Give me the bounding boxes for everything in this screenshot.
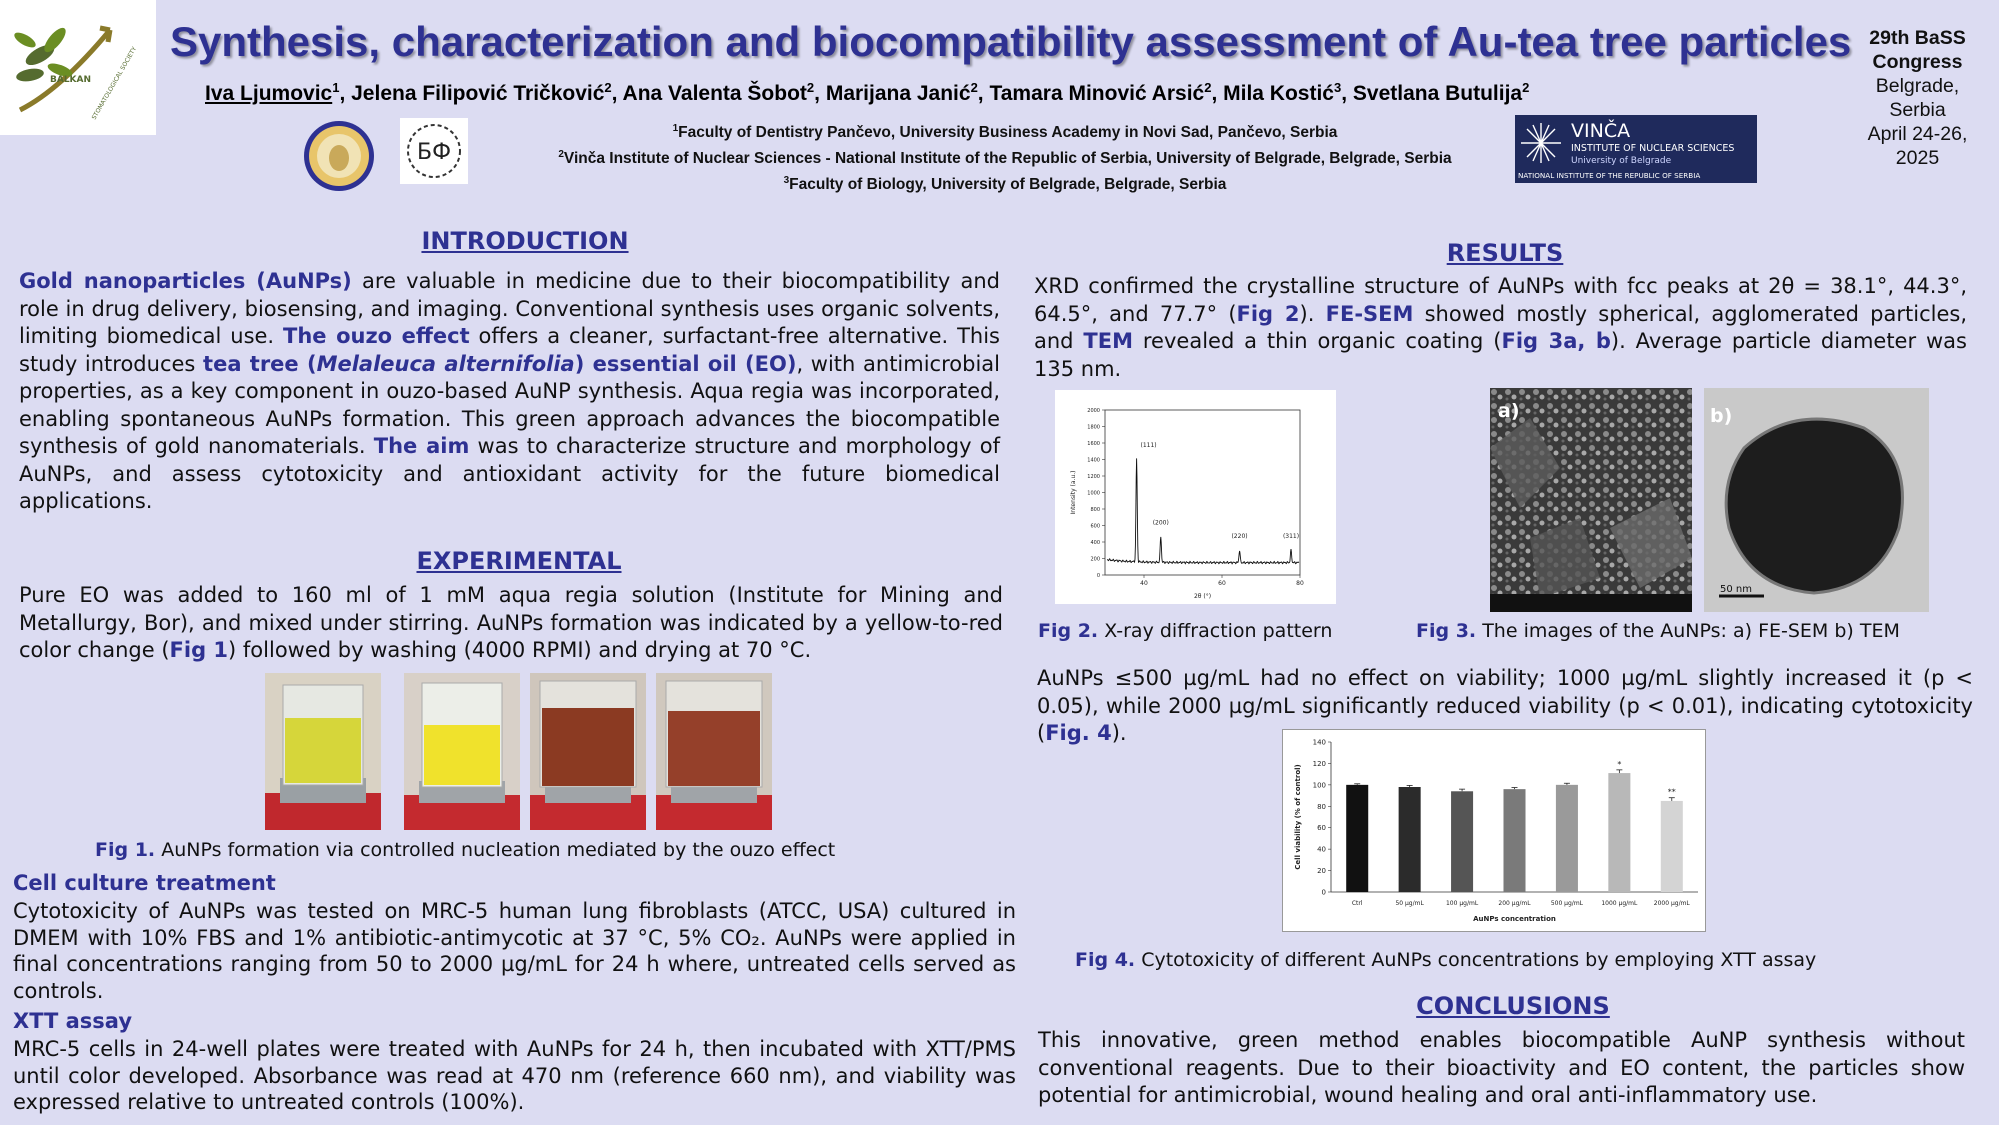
bar-significance-mark: **: [1667, 787, 1676, 797]
bar: [1556, 785, 1578, 892]
introduction-text: [19, 268, 1000, 516]
affiliation-number: 2: [558, 149, 564, 161]
poster-title: Synthesis, characterization and biocompatibility assessment of Au-tea tree particles: [170, 18, 1852, 65]
cell-culture-heading: Cell culture treatment: [13, 871, 276, 895]
xrd-ytick-label: 1800: [1087, 424, 1100, 431]
balkan-logo-text: BALKAN: [50, 75, 92, 85]
conclusions-text: This innovative, green method enables biocompatible AuNP synthesis without conventional reagents. Due to their bioactivity and EO content, the particles show potential for antimicrobial, wound healing and oral anti-inflammatory use.: [1038, 1028, 1965, 1107]
congress-city: Belgrade,: [1875, 75, 1960, 97]
bar-ytick-label: 20: [1317, 867, 1326, 876]
viability-text-1: AuNPs ≤500 µg/mL had no effect on viability; 1000 µg/mL slightly increased it (p < 0.05), while 2000 µg/mL significantly reduced viability (p < 0.01), indicating cytotoxicity (: [1037, 666, 1973, 745]
vinca-name: VINČA: [1571, 120, 1631, 142]
bar-category-label: 50 µg/mL: [1395, 900, 1424, 907]
affiliation-line: [500, 118, 1510, 144]
author-affiliation-number: 2: [604, 80, 612, 95]
university-seal-logo: [303, 120, 375, 192]
bar-category-label: 2000 µg/mL: [1653, 900, 1690, 907]
author-name: Ana Valenta Šobot: [622, 82, 807, 105]
intro-teatree-term: tea tree (: [203, 351, 317, 376]
affiliation-text: Faculty of Dentistry Pančevo, University Business Academy in Novi Sad, Pančevo, Serbia: [678, 124, 1338, 142]
faculty-logo-icon: [400, 118, 468, 184]
congress-dates: April 24-26,: [1867, 123, 1968, 145]
affiliation-line: [500, 144, 1510, 170]
fig3-label: Fig 3.: [1416, 620, 1477, 642]
xrd-peak-label: (200): [1152, 519, 1169, 527]
author-name: Tamara Minović Arsić: [989, 82, 1205, 105]
author-list: Iva Ljumovic$^1$, Jelena Filipović Tričković$^2$, Ana Valenta Šobot$^2$, Marijana Janić$^2$, Tamara Minović Arsić$^2$, Mila Kostić$^3$, Svetlana Butulija$^2$: [205, 80, 1530, 105]
author-affiliation-number: 1: [332, 80, 340, 95]
fig3b-tem-image: [1704, 388, 1929, 612]
bar: [1503, 789, 1525, 892]
author-name: Marijana Janić: [825, 82, 971, 105]
congress-year: 2025: [1895, 147, 1940, 169]
bar-ytick-label: 0: [1321, 888, 1326, 897]
fig3-caption-text: The images of the AuNPs: a) FE-SEM b) TEM: [1476, 620, 1900, 642]
xrd-ytick-label: 2000: [1087, 408, 1100, 414]
bar: [1661, 801, 1683, 892]
experimental-text: [19, 582, 1003, 665]
affiliation-text: Vinča Institute of Nuclear Sciences - National Institute of the Republic of Serbia, University of Belgrade, Belgrade, Serbia: [563, 150, 1452, 168]
bar-ytick-label: 100: [1312, 781, 1326, 790]
fig2-caption-text: X-ray diffraction pattern: [1098, 620, 1333, 642]
xtt-text: MRC-5 cells in 24-well plates were treated with AuNPs for 24 h, then incubated with XTT/PMS until color developed. Absorbance was read at 470 nm (reference 660 nm), and viability was expressed relative to untreated controls (100%).: [13, 1037, 1016, 1114]
vinca-line1: INSTITUTE OF NUCLEAR SCIENCES: [1571, 143, 1735, 154]
author-name: Iva Ljumovic: [205, 82, 333, 105]
bar-ytick-label: 140: [1312, 738, 1326, 747]
xrd-ytick-label: 1600: [1087, 441, 1100, 447]
author-affiliation-number: 3: [1333, 80, 1342, 95]
introduction-heading: INTRODUCTION: [421, 227, 629, 255]
fig3-ref[interactable]: Fig 3a, b: [1501, 329, 1611, 353]
results-text-5: ). Average particle diameter was 135 nm.: [1034, 329, 1967, 381]
faculty-logo-text: БФ: [416, 140, 452, 165]
author-affiliation-number: 2: [970, 80, 978, 95]
xrd-plot-frame: [1105, 410, 1300, 575]
bar-category-label: Ctrl: [1351, 900, 1363, 907]
fig3a-tag: a): [1498, 400, 1520, 422]
fig2-caption: [1038, 620, 1332, 642]
intro-text-4: was to characterize structure and morphology of AuNPs, and assess cytotoxicity and antioxidant activity for the future biomedical applications.: [19, 434, 1000, 513]
vinca-line2: University of Belgrade: [1571, 156, 1672, 166]
xrd-peak-label: (311): [1282, 532, 1300, 540]
bar-x-axis-label: AuNPs concentration: [1473, 915, 1556, 923]
tem-term: TEM: [1083, 329, 1133, 353]
bar-ytick-label: 60: [1317, 824, 1326, 833]
fig4-caption-text: Cytotoxicity of different AuNPs concentrations by employing XTT assay: [1135, 949, 1817, 971]
congress-country: Serbia: [1889, 99, 1946, 121]
seal-icon: [303, 120, 375, 192]
results-text-3: showed mostly spherical, agglomerated particles, and: [1034, 301, 1967, 353]
results-text-1: XRD confirmed the crystalline structure of AuNPs with fcc peaks at 2θ = 38.1°, 44.3°, 64.5°, and 77.7° (: [1034, 274, 1967, 326]
bar: [1451, 791, 1473, 892]
author-affiliation-number: 2: [806, 80, 815, 95]
intro-eo-term: ) essential oil (EO): [574, 351, 797, 376]
balkan-society-logo: [0, 0, 156, 135]
affiliation-number: 1: [672, 123, 679, 134]
xrd-ytick-label: 0: [1096, 573, 1100, 579]
intro-text-2: offers a cleaner, surfactant-free alternative. This study introduces: [19, 324, 1000, 376]
bar-ytick-label: 120: [1312, 759, 1326, 768]
vinca-line3: NATIONAL INSTITUTE OF THE REPUBLIC OF SERBIA: [1518, 171, 1701, 180]
xrd-xtick-label: 80: [1296, 580, 1304, 587]
bar-category-label: 1000 µg/mL: [1601, 900, 1638, 907]
xrd-ytick-label: 600: [1090, 523, 1100, 530]
cell-culture-text: Cytotoxicity of AuNPs was tested on MRC-5 human lung fibroblasts (ATCC, USA) cultured in DMEM with 10% FBS and 1% antibiotic-antimycotic at 37 °C, 5% CO₂. AuNPs were applied in final concentrations ranging from 50 to 2000 µg/mL for 24 h where, untreated cells served as controls.: [13, 899, 1016, 1003]
xtt-heading: XTT assay: [13, 1009, 133, 1033]
xrd-peak-label: (220): [1231, 532, 1248, 540]
fig2-label: Fig 2.: [1038, 620, 1099, 642]
affiliation-line: [500, 170, 1510, 196]
conclusions-heading: CONCLUSIONS: [1416, 992, 1610, 1020]
bar-category-label: 100 µg/mL: [1445, 900, 1479, 907]
affiliation-number: 3: [783, 175, 790, 187]
bar-significance-mark: *: [1617, 759, 1622, 769]
fig2-ref[interactable]: Fig 2: [1236, 301, 1300, 326]
tem-scale-bar-label: 50 nm: [1720, 584, 1752, 595]
fig1-photo-3: [530, 673, 646, 830]
bar: [1399, 787, 1421, 892]
fig1-ref[interactable]: Fig 1: [169, 638, 229, 662]
fig4-caption: [1075, 949, 1816, 971]
vinca-logo: [1515, 115, 1757, 183]
xrd-x-axis-label: 2θ (°): [1193, 593, 1212, 600]
affiliation-text: Faculty of Biology, University of Belgrade, Belgrade, Serbia: [789, 176, 1227, 194]
intro-text-3: , with antimicrobial properties, as a key component in ouzo-based AuNP synthesis. Aqua regia was incorporated, enabling spontaneous AuNPs formation. This green approach advances the biocompatible synthesis of gold nanomaterials.: [19, 351, 1000, 458]
experimental-heading: EXPERIMENTAL: [416, 547, 622, 575]
xrd-peak-label: (111): [1140, 442, 1157, 450]
fig4-bar-chart: [1282, 729, 1706, 932]
bar: [1346, 785, 1368, 892]
intro-species-term: Melaleuca alternifolia: [316, 351, 575, 376]
congress-line2: Congress: [1872, 51, 1963, 73]
results-heading: RESULTS: [1446, 239, 1564, 267]
balkan-logo-icon: [0, 0, 156, 135]
vinca-logo-icon: [1515, 115, 1757, 183]
xrd-xtick-label: 40: [1140, 580, 1148, 587]
fig3-caption: [1416, 620, 1900, 642]
fig3b-tag: b): [1710, 405, 1733, 427]
fig2-xrd-chart: [1055, 390, 1336, 604]
xrd-pattern-line: [1107, 458, 1299, 563]
xrd-ytick-label: 200: [1090, 556, 1100, 563]
fig1-label: Fig 1.: [95, 839, 156, 861]
author-affiliation-number: 2: [1204, 80, 1212, 95]
author-name: Svetlana Butulija: [1352, 82, 1523, 105]
experimental-text-1: Pure EO was added to 160 ml of 1 mM aqua regia solution (Institute for Mining and Metallurgy, Bor), and mixed under stirring. AuNPs formation was indicated by a yellow-to-red color change (: [19, 583, 1003, 662]
fesem-term: FE-SEM: [1325, 301, 1414, 326]
results-text-2: ).: [1299, 301, 1326, 326]
fig3a-fesem-image: [1490, 388, 1692, 612]
fig1-photo-1: [265, 673, 381, 830]
fig4-label: Fig 4.: [1075, 949, 1136, 971]
results-text: [1034, 273, 1967, 383]
fig4-ref[interactable]: Fig. 4: [1045, 721, 1112, 745]
bar-y-axis-label: Cell viability (% of control): [1294, 764, 1302, 870]
congress-info: [1845, 26, 1990, 170]
fig1-photo-2: [404, 673, 520, 830]
fig1-caption: [95, 839, 835, 861]
affiliations: [500, 118, 1510, 196]
viability-text-2: ).: [1111, 721, 1127, 745]
balkan-logo-subtext: STOMATOLOGICAL SOCIETY: [90, 45, 139, 121]
intro-text-1: are valuable in medicine due to their biocompatibility and role in drug delivery, biosensing, and imaging. Conventional synthesis uses organic solvents, limiting biomedical use.: [19, 269, 1000, 348]
experimental-text-2: ) followed by washing (4000 RPMI) and drying at 70 °C.: [228, 638, 812, 662]
xrd-ytick-label: 1200: [1087, 474, 1100, 480]
fig1-caption-text: AuNPs formation via controlled nucleation mediated by the ouzo effect: [155, 839, 836, 861]
author-name: Jelena Filipović Tričković: [351, 82, 605, 105]
faculty-logo: [400, 118, 468, 184]
bar-category-label: 200 µg/mL: [1498, 900, 1531, 907]
xrd-ytick-label: 1000: [1087, 490, 1100, 497]
intro-aunps-term: Gold nanoparticles (AuNPs): [19, 269, 352, 293]
bar-ytick-label: 80: [1317, 802, 1326, 811]
fig1-photo-4: [656, 673, 772, 830]
xrd-ytick-label: 1400: [1087, 457, 1100, 464]
bar: [1608, 773, 1630, 892]
author-name: Mila Kostić: [1223, 82, 1334, 105]
xrd-y-axis-label: Intensity (a.u.): [1070, 470, 1077, 515]
xrd-ytick-label: 400: [1090, 540, 1100, 546]
intro-ouzo-term: The ouzo effect: [283, 324, 470, 348]
results-text-4: revealed a thin organic coating (: [1132, 329, 1502, 353]
xrd-xtick-label: 60: [1218, 580, 1226, 587]
author-affiliation-number: 2: [1522, 80, 1530, 95]
bar-ytick-label: 40: [1317, 845, 1326, 854]
xrd-ytick-label: 800: [1090, 507, 1100, 513]
bar-category-label: 500 µg/mL: [1550, 900, 1584, 907]
intro-aim-term: The aim: [373, 434, 470, 458]
congress-line1: 29th BaSS: [1869, 27, 1966, 49]
